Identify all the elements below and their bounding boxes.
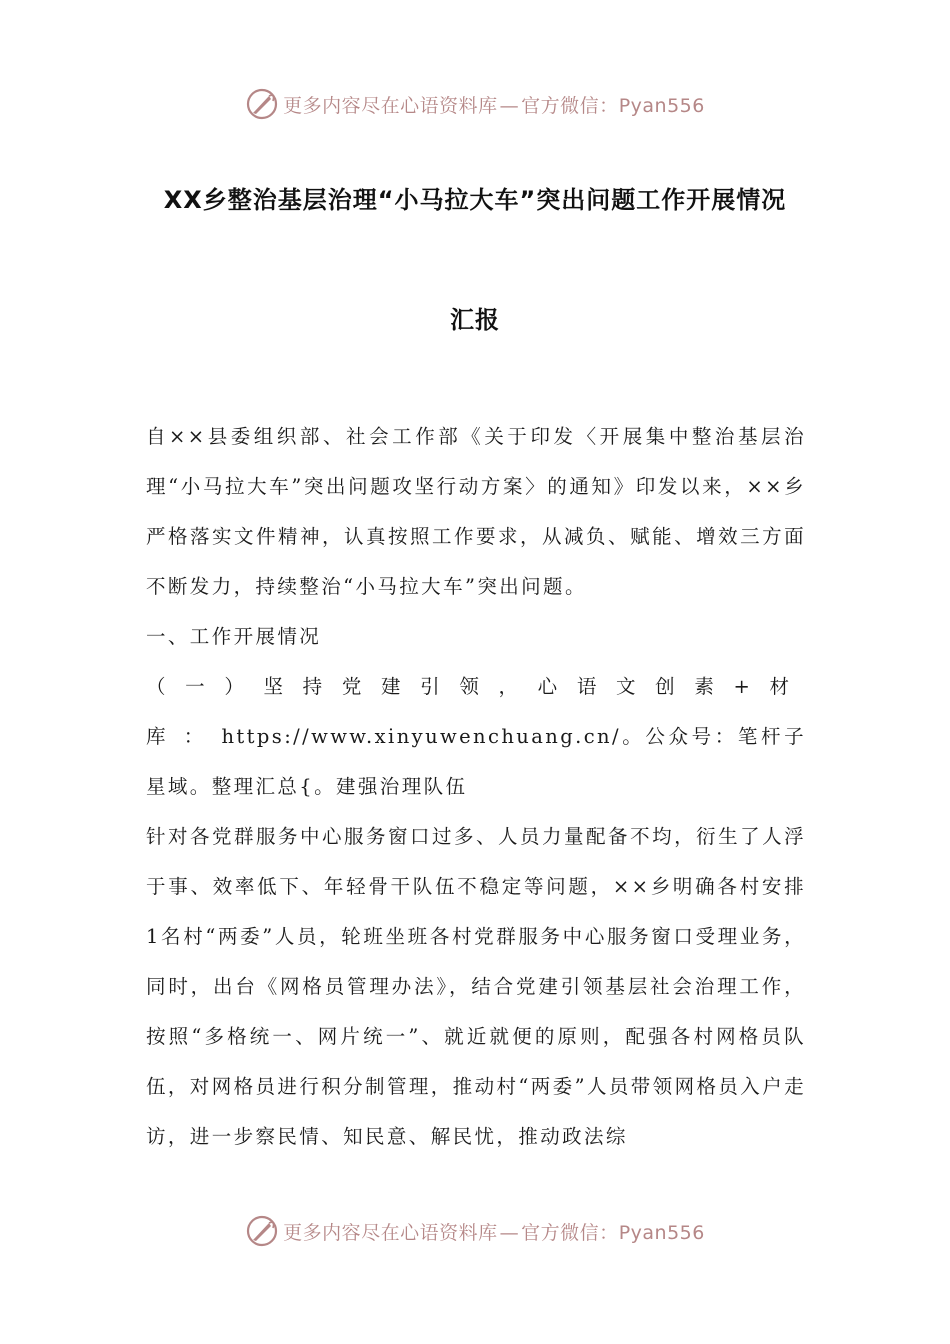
- sub-heading: [146, 662, 806, 812]
- sub-heading-rest: https://www.xinyuwenchuang.cn/。公众号：笔杆子星域。整理汇总{。建强治理队伍: [146, 725, 806, 798]
- intro-paragraph: 自××县委组织部、社会工作部《关于印发〈开展集中整治基层治理“小马拉大车”突出问题攻坚行动方案〉的通知》印发以来，××乡严格落实文件精神，认真按照工作要求，从减负、赋能、增效三方面不断发力，持续整治“小马拉大车”突出问题。: [146, 425, 806, 598]
- document-body: [146, 412, 806, 1162]
- watermark-banner-bottom: [0, 1211, 950, 1251]
- document-title-line-2: 汇报: [450, 306, 500, 334]
- quill-logo-icon: [245, 87, 279, 121]
- body-paragraph: 针对各党群服务中心服务窗口过多、人员力量配备不均，衍生了人浮于事、效率低下、年轻骨干队伍不稳定等问题，××乡明确各村安排1名村“两委”人员，轮班坐班各村党群服务中心服务窗口受理业务，同时，出台《网格员管理办法》，结合党建引领基层社会治理工作，按照“多格统一、网片统一”、就近就便的原则，配强各村网格员队伍，对网格员进行积分制管理，推动村“两委”人员带领网格员入户走访，进一步察民情、知民意、解民忧，推动政法综: [146, 825, 806, 1148]
- watermark-banner-top: [0, 84, 950, 124]
- quill-logo-icon: [245, 1214, 279, 1248]
- sub-heading-label: （一）坚持党建引领，心语文创素+材库：: [146, 675, 806, 748]
- watermark-text: 更多内容尽在心语资料库 — 官方微信：Pyan556: [283, 94, 705, 117]
- watermark-text: 更多内容尽在心语资料库 — 官方微信：Pyan556: [283, 1221, 705, 1244]
- document-title-line-1: XX乡整治基层治理“小马拉大车”突出问题工作开展情况: [163, 186, 787, 214]
- section-heading: 一、工作开展情况: [146, 625, 322, 648]
